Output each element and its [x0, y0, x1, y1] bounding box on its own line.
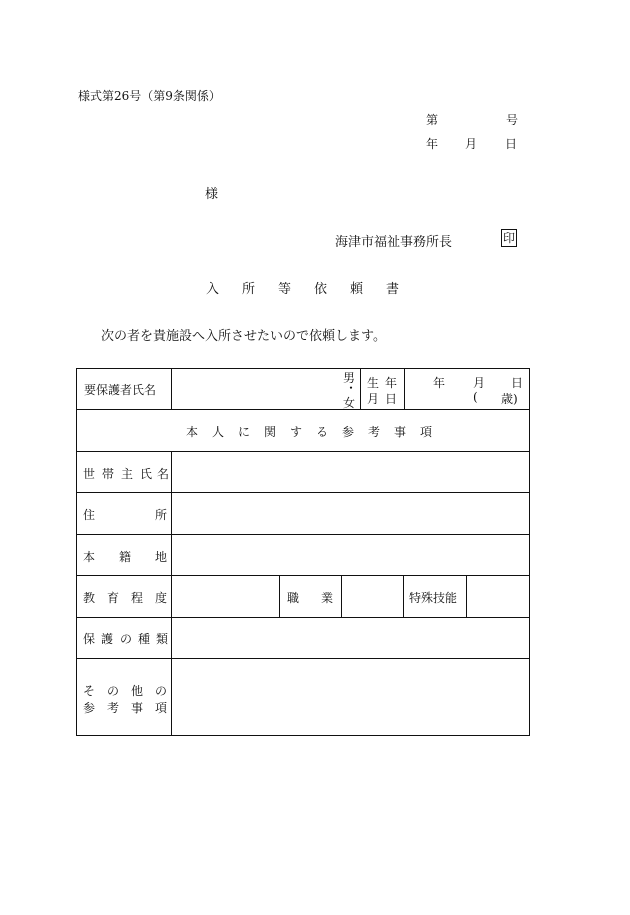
title-char: 所: [242, 282, 256, 297]
other-reference-label: の: [107, 684, 120, 698]
address-label: 所: [155, 508, 168, 522]
age-open-paren: (: [473, 390, 478, 404]
document-number-prefix: 第: [426, 113, 439, 127]
protection-type-label: 護: [101, 632, 114, 646]
birth-label-char: 月: [367, 392, 380, 406]
birth-month-label: 月: [473, 376, 486, 390]
seal-mark: 印: [503, 231, 516, 245]
other-reference-label: の: [155, 684, 168, 698]
date-month-label: 月: [465, 137, 478, 151]
education-label: 程: [131, 591, 144, 605]
head-of-household-label: 主: [121, 467, 134, 481]
education-label: 育: [107, 591, 120, 605]
other-reference-label: 項: [155, 701, 168, 715]
reference-heading-char: 項: [420, 425, 433, 439]
special-skill-label: 特殊技能: [409, 591, 458, 605]
other-reference-label: 他: [131, 684, 144, 698]
reference-heading-char: 考: [368, 425, 381, 439]
domicile-label: 本: [83, 550, 96, 564]
addressee-honorific: 様: [205, 187, 219, 202]
head-of-household-label: 氏: [140, 467, 153, 481]
reference-heading-char: に: [238, 425, 251, 439]
protection-type-label: 種: [138, 632, 151, 646]
title-char: 書: [386, 282, 400, 297]
reference-heading-char: 本: [186, 425, 199, 439]
reference-heading-char: 関: [264, 425, 277, 439]
request-statement: 次の者を貴施設へ入所させたいので依頼します。: [101, 329, 386, 344]
title-char: 等: [278, 282, 292, 297]
title-char: 入: [206, 282, 220, 297]
birth-year-label: 年: [433, 376, 446, 390]
gender-male: 男: [343, 371, 356, 385]
reference-heading-char: す: [290, 425, 303, 439]
head-of-household-label: 名: [157, 467, 170, 481]
issuer-name: 海津市福祉事務所長: [335, 235, 453, 250]
birth-day-label: 日: [511, 376, 524, 390]
date-day-label: 日: [505, 137, 518, 151]
reference-heading-char: 事: [394, 425, 407, 439]
reference-heading-char: 人: [212, 425, 225, 439]
other-reference-label: そ: [83, 684, 96, 698]
head-of-household-label: 帯: [102, 467, 115, 481]
birth-label-char: 年: [385, 376, 398, 390]
other-reference-label: 参: [83, 701, 96, 715]
education-label: 度: [155, 591, 168, 605]
age-label: 歳): [501, 392, 518, 406]
date-year-label: 年: [426, 137, 439, 151]
gender-separator: ・: [345, 381, 358, 395]
occupation-label: 職: [287, 591, 300, 605]
gender-female: 女: [343, 396, 356, 410]
other-reference-label: 考: [107, 701, 120, 715]
education-label: 教: [83, 591, 96, 605]
birth-label-char: 日: [385, 392, 398, 406]
reference-heading-char: る: [316, 425, 329, 439]
document-number-suffix: 号: [506, 113, 519, 127]
domicile-label: 地: [155, 550, 168, 564]
occupation-label: 業: [321, 591, 334, 605]
title-char: 依: [314, 282, 328, 297]
address-label: 住: [83, 508, 96, 522]
protection-type-label: の: [120, 632, 133, 646]
domicile-label: 籍: [119, 550, 132, 564]
head-of-household-label: 世: [83, 467, 96, 481]
birth-label-char: 生: [367, 376, 380, 390]
form-number: 様式第26号（第9条関係）: [78, 89, 221, 103]
title-char: 頼: [350, 282, 364, 297]
protection-type-label: 類: [156, 632, 169, 646]
protection-type-label: 保: [83, 632, 96, 646]
reference-heading-char: 参: [342, 425, 355, 439]
other-reference-label: 事: [131, 701, 144, 715]
subject-name-label: 要保護者氏名: [84, 383, 157, 397]
